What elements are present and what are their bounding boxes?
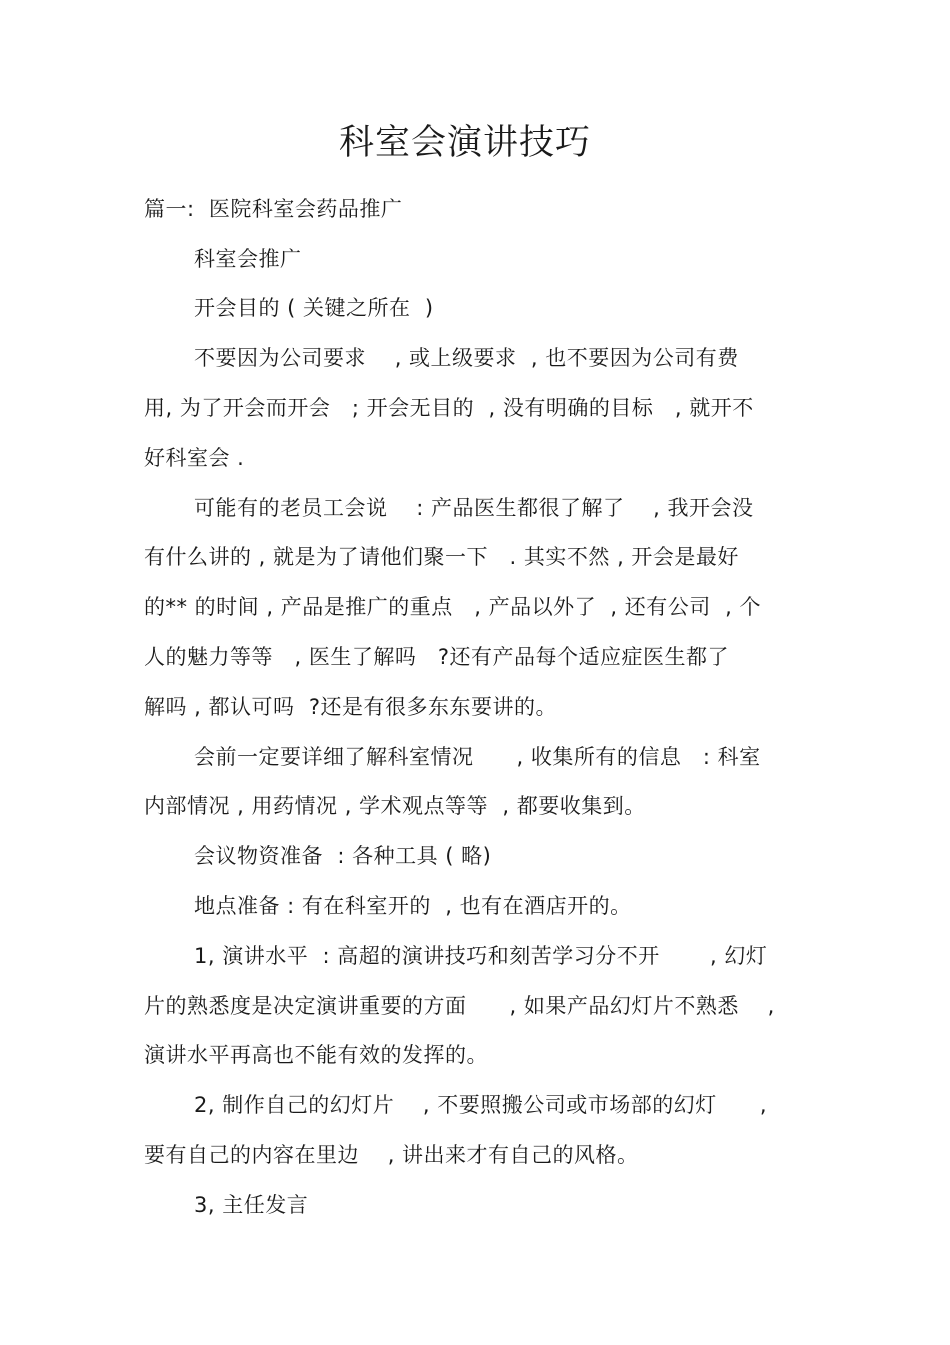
paragraph-line: 好科室会 . [144,446,245,470]
paragraph-line: 演讲水平再高也不能有效的发挥的。 [144,1043,488,1067]
paragraph-line: 要有自己的内容在里边 , 讲出来才有自己的风格。 [144,1143,639,1167]
paragraph-line: 不要因为公司要求 , 或上级要求 , 也不要因为公司有费 [194,346,739,370]
document-title: 科室会演讲技巧 [338,123,591,163]
paragraph-line: 内部情况 , 用药情况 , 学术观点等等 , 都要收集到。 [144,794,646,818]
paragraph-line: 解吗 , 都认可吗 ?还是有很多东东要讲的。 [144,695,558,719]
paragraph-line: 用, 为了开会而开会 ; 开会无目的 , 没有明确的目标 , 就开不 [144,396,754,420]
paragraph-line: 片的熟悉度是决定演讲重要的方面 , 如果产品幻灯片不熟悉 , [144,994,775,1018]
paragraph-line: 会前一定要详细了解科室情况 , 收集所有的信息 : 科室 [194,745,761,769]
subheading: 科室会推广 [194,247,302,271]
section-heading: 篇一: 医院科室会药品推广 [144,197,403,221]
paragraph-line: 可能有的老员工会说 : 产品医生都很了解了 , 我开会没 [194,496,754,520]
paragraph-line: 地点准备 : 有在科室开的 , 也有在酒店开的。 [194,894,632,918]
paragraph-line: 的** 的时间 , 产品是推广的重点 , 产品以外了 , 还有公司 , 个 [144,595,761,619]
paragraph-line: 人的魅力等等 , 医生了解吗 ?还有产品每个适应症医生都了 [144,645,730,669]
list-item: 3, 主任发言 [194,1193,309,1217]
list-item: 1, 演讲水平 : 高超的演讲技巧和刻苦学习分不开 , 幻灯 [194,944,768,968]
paragraph-line: 开会目的 ( 关键之所在 ) [194,296,434,320]
paragraph-line: 会议物资准备 : 各种工具 ( 略) [194,844,492,868]
list-item: 2, 制作自己的幻灯片 , 不要照搬公司或市场部的幻灯 , [194,1093,767,1117]
paragraph-line: 有什么讲的 , 就是为了请他们聚一下 . 其实不然 , 开会是最好 [144,545,739,569]
